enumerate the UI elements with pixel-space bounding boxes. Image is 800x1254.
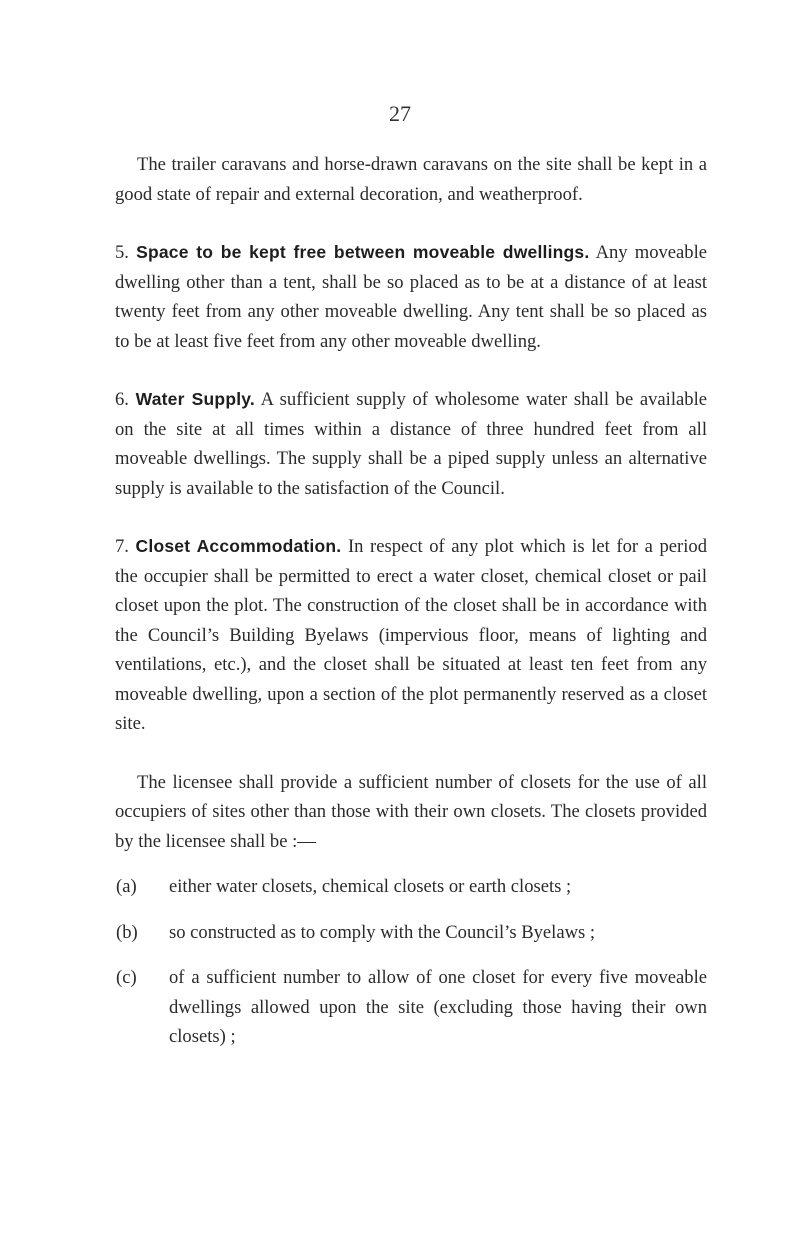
list-item-text: so constructed as to comply with the Council’s Byelaws ;: [169, 921, 596, 943]
list-item-text: of a sufficient number to allow of one closet for every five moveable dwellings allowed upon the site (excluding those having their own closets) ;: [169, 967, 707, 1047]
list-item-text: either water closets, chemical closets or earth closets ;: [169, 876, 572, 897]
document-body: [115, 150, 707, 1068]
list-marker: (a): [116, 876, 137, 897]
section-heading: Water Supply.: [135, 389, 255, 409]
page-number: 27: [389, 101, 411, 126]
section-6: [115, 385, 707, 503]
list-item: [115, 872, 707, 902]
licensee-paragraph: The licensee shall provide a sufficient number of closets for the use of all occupiers of sites other than those with their own closets. The closets provided by the licensee shall be :—: [115, 771, 707, 852]
section-number: 7.: [115, 536, 129, 557]
section-heading: Space to be kept free between moveable dwellings.: [136, 242, 590, 262]
section-5: [115, 238, 707, 356]
intro-paragraph: The trailer caravans and horse-drawn caravans on the site shall be kept in a good state of repair and external decoration, and weatherproof.: [115, 154, 707, 205]
section-body: A sufficient supply of wholesome water shall be available on the site at all times within a distance of three hundred feet from all moveable dwellings. The supply shall be a piped supply unless an alternative supply is available to the satisfaction of the Council.: [115, 389, 707, 499]
section-body: In respect of any plot which is let for a period the occupier shall be permitted to erect a water closet, chemical closet or pail closet upon the plot. The construction of the closet shall be in accordance with the Council’s Building Byelaws (impervious floor, means of lighting and ventilations, etc.), and the closet shall be situated at least ten feet from any moveable dwelling, upon a section of the plot permanently reserved as a closet site.: [115, 536, 708, 734]
section-body: Any moveable dwelling other than a tent, shall be so placed as to be at a distance of at least twenty feet from any other moveable dwelling. Any tent shall be so placed as to be at least five feet from any other moveable dwelling.: [115, 242, 708, 352]
list-marker: (c): [116, 967, 137, 988]
list-item: [115, 963, 707, 1052]
closet-requirements-list: [115, 872, 707, 1052]
section-number: 5.: [115, 242, 129, 263]
section-7: [115, 532, 707, 739]
list-item: [115, 918, 707, 948]
section-heading: Closet Accommodation.: [135, 536, 342, 556]
list-marker: (b): [116, 921, 138, 943]
section-number: 6.: [115, 389, 129, 410]
